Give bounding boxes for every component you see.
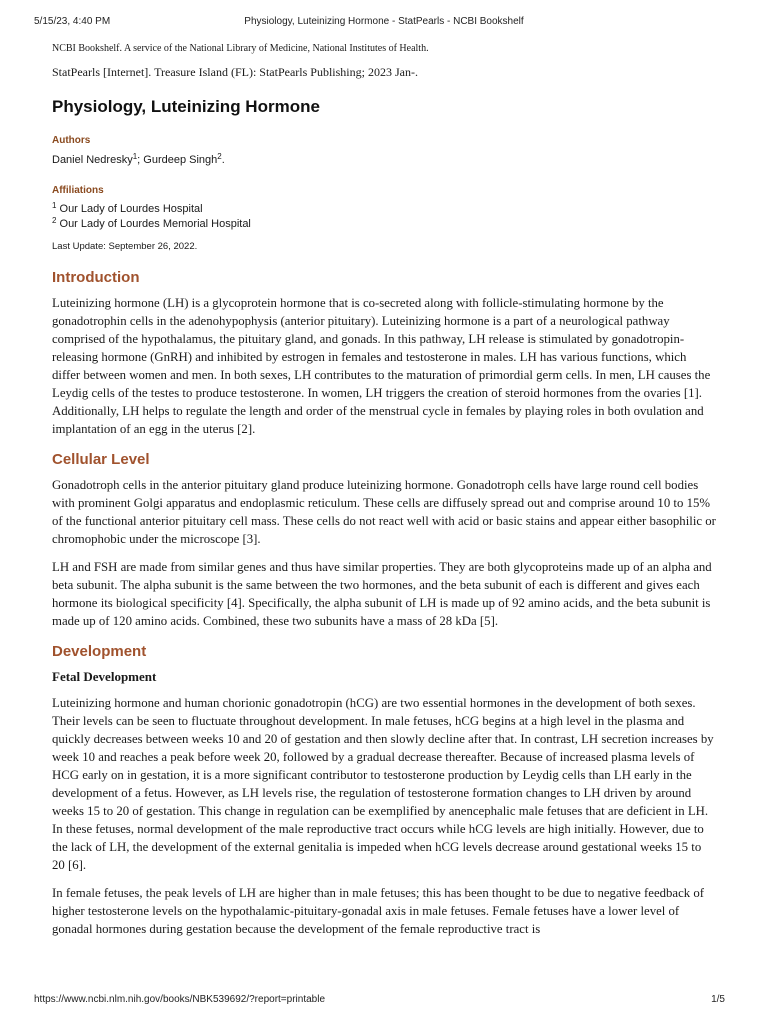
print-datetime: 5/15/23, 4:40 PM [34, 16, 111, 27]
article-content [52, 40, 716, 948]
paragraph: LH and FSH are made from similar genes and thus have similar properties. They are both glycoproteins made up of an alpha and beta subunit. The alpha subunit is the same between the two hormones, and the beta subunit of each is different and gives each hormone its biological specificity [4]. Specifically, the alpha subunit of LH is made up of 92 amino acids, and the beta subunit is made up of 120 amino acids. Combined, these two subunits have a mass of 28 kDa [5]. [52, 560, 712, 628]
print-header [34, 16, 734, 30]
authors-list [52, 152, 716, 168]
affiliations-label: Affiliations [52, 185, 104, 196]
paragraph: Gonadotroph cells in the anterior pituitary gland produce luteinizing hormone. Gonadotroph cells have large round cell bodies with prominent Golgi apparatus and endoplasmic reticulum. These cells are diffusely spread out and comprise around 10 to 15% of the functional anterior pituitary cell mass. These cells do not react well with acid or basic stains and appear either basophilic or chromophobic under the microscope [3]. [52, 478, 716, 546]
affiliation-number: 2 [52, 216, 57, 225]
page-number: 1/5 [711, 994, 725, 1005]
author-name[interactable]: Daniel Nedresky [52, 154, 133, 166]
author-name[interactable]: Gurdeep Singh [143, 154, 218, 166]
paragraph: Luteinizing hormone and human chorionic gonadotropin (hCG) are two essential hormones in the development of both sexes. Their levels can be seen to fluctuate throughout development. In male fetuses, hCG begins at a high level in the plasma and quickly decreases between weeks 10 and 20 of gestation and then slowly decline after that. In contrast, LH secretion increases by week 10 and reaches a peak before week 20, followed by a gradual decrease thereafter. Because of increased plasma levels of HCG early on in gestation, it is a more significant contributor to testosterone production by Leydig cells than LH early in the development of a fetus. However, as LH levels rise, the regulation of testosterone formation changes to LH driven by around weeks 15 to 20 of gestation. This change in regulation can be exemplified by anencephalic male fetuses that are deficient in LH. In these fetuses, normal development of the male reproductive tract occurs while hCG levels are high initially. However, due to the lack of LH, the development of the external genitalia is impeded when hCG levels decrease around gestational weeks 15 to 20 [6]. [52, 696, 714, 872]
affiliation-item [52, 202, 716, 217]
affiliation-name: Our Lady of Lourdes Memorial Hospital [56, 218, 251, 230]
print-footer [34, 994, 734, 1008]
paragraph: In female fetuses, the peak levels of LH are higher than in male fetuses; this has been thought to be due to negative feedback of higher testosterone levels on the hypothalamic-pituitary-gonadal axis in male fetuses. Female fetuses have a lower level of gonadal hormones during gestation because the development of the female reproductive tract is [52, 886, 705, 936]
subsection-heading-fetal-development: Fetal Development [52, 669, 157, 684]
section-heading-development: Development [52, 643, 147, 660]
page-title: Physiology, Luteinizing Hormone [52, 97, 320, 116]
author-affiliation-ref: 1 [132, 152, 138, 161]
author-separator: . [221, 154, 225, 166]
authors-label: Authors [52, 135, 91, 146]
affiliation-number: 1 [52, 201, 57, 210]
section-heading-introduction: Introduction [52, 269, 140, 286]
print-url[interactable]: https://www.ncbi.nlm.nih.gov/books/NBK539692/?report=printable [34, 994, 326, 1005]
affiliations-list [52, 202, 716, 232]
affiliation-item [52, 217, 716, 232]
citation: StatPearls [Internet]. Treasure Island (FL): StatPearls Publishing; 2023 Jan-. [52, 65, 418, 79]
section-heading-cellular-level: Cellular Level [52, 451, 150, 468]
print-page-title: Physiology, Luteinizing Hormone - StatPearls - NCBI Bookshelf [244, 16, 524, 27]
author-affiliation-ref: 2 [217, 152, 222, 161]
paragraph: Luteinizing hormone (LH) is a glycoprotein hormone that is co-secreted along with follicle-stimulating hormone by the gonadotrophin cells in the adenohypophysis (anterior pituitary). Luteinizing hormone is a part of a neurological pathway comprised of the hypothalamus, the pituitary gland, and gonads. In this pathway, LH release is stimulated by gonadotropin-releasing hormone (GnRH) and inhibited by estrogen in females and testosterone in males. LH has various functions, which differ between women and men. In both sexes, LH contributes to the maturation of primordial germ cells. In men, LH causes the Leydig cells of the testes to produce testosterone. In women, LH triggers the creation of steroid hormones from the ovaries [1]. Additionally, LH helps to regulate the length and order of the menstrual cycle in females by playing roles in both ovulation and implantation of an egg in the uterus [2]. [52, 296, 711, 436]
last-update: Last Update: September 26, 2022. [52, 241, 198, 252]
bookshelf-note: NCBI Bookshelf. A service of the National Library of Medicine, National Institutes of Health. [52, 43, 429, 54]
author-separator: ; [137, 154, 144, 166]
affiliation-name: Our Lady of Lourdes Hospital [56, 203, 203, 215]
